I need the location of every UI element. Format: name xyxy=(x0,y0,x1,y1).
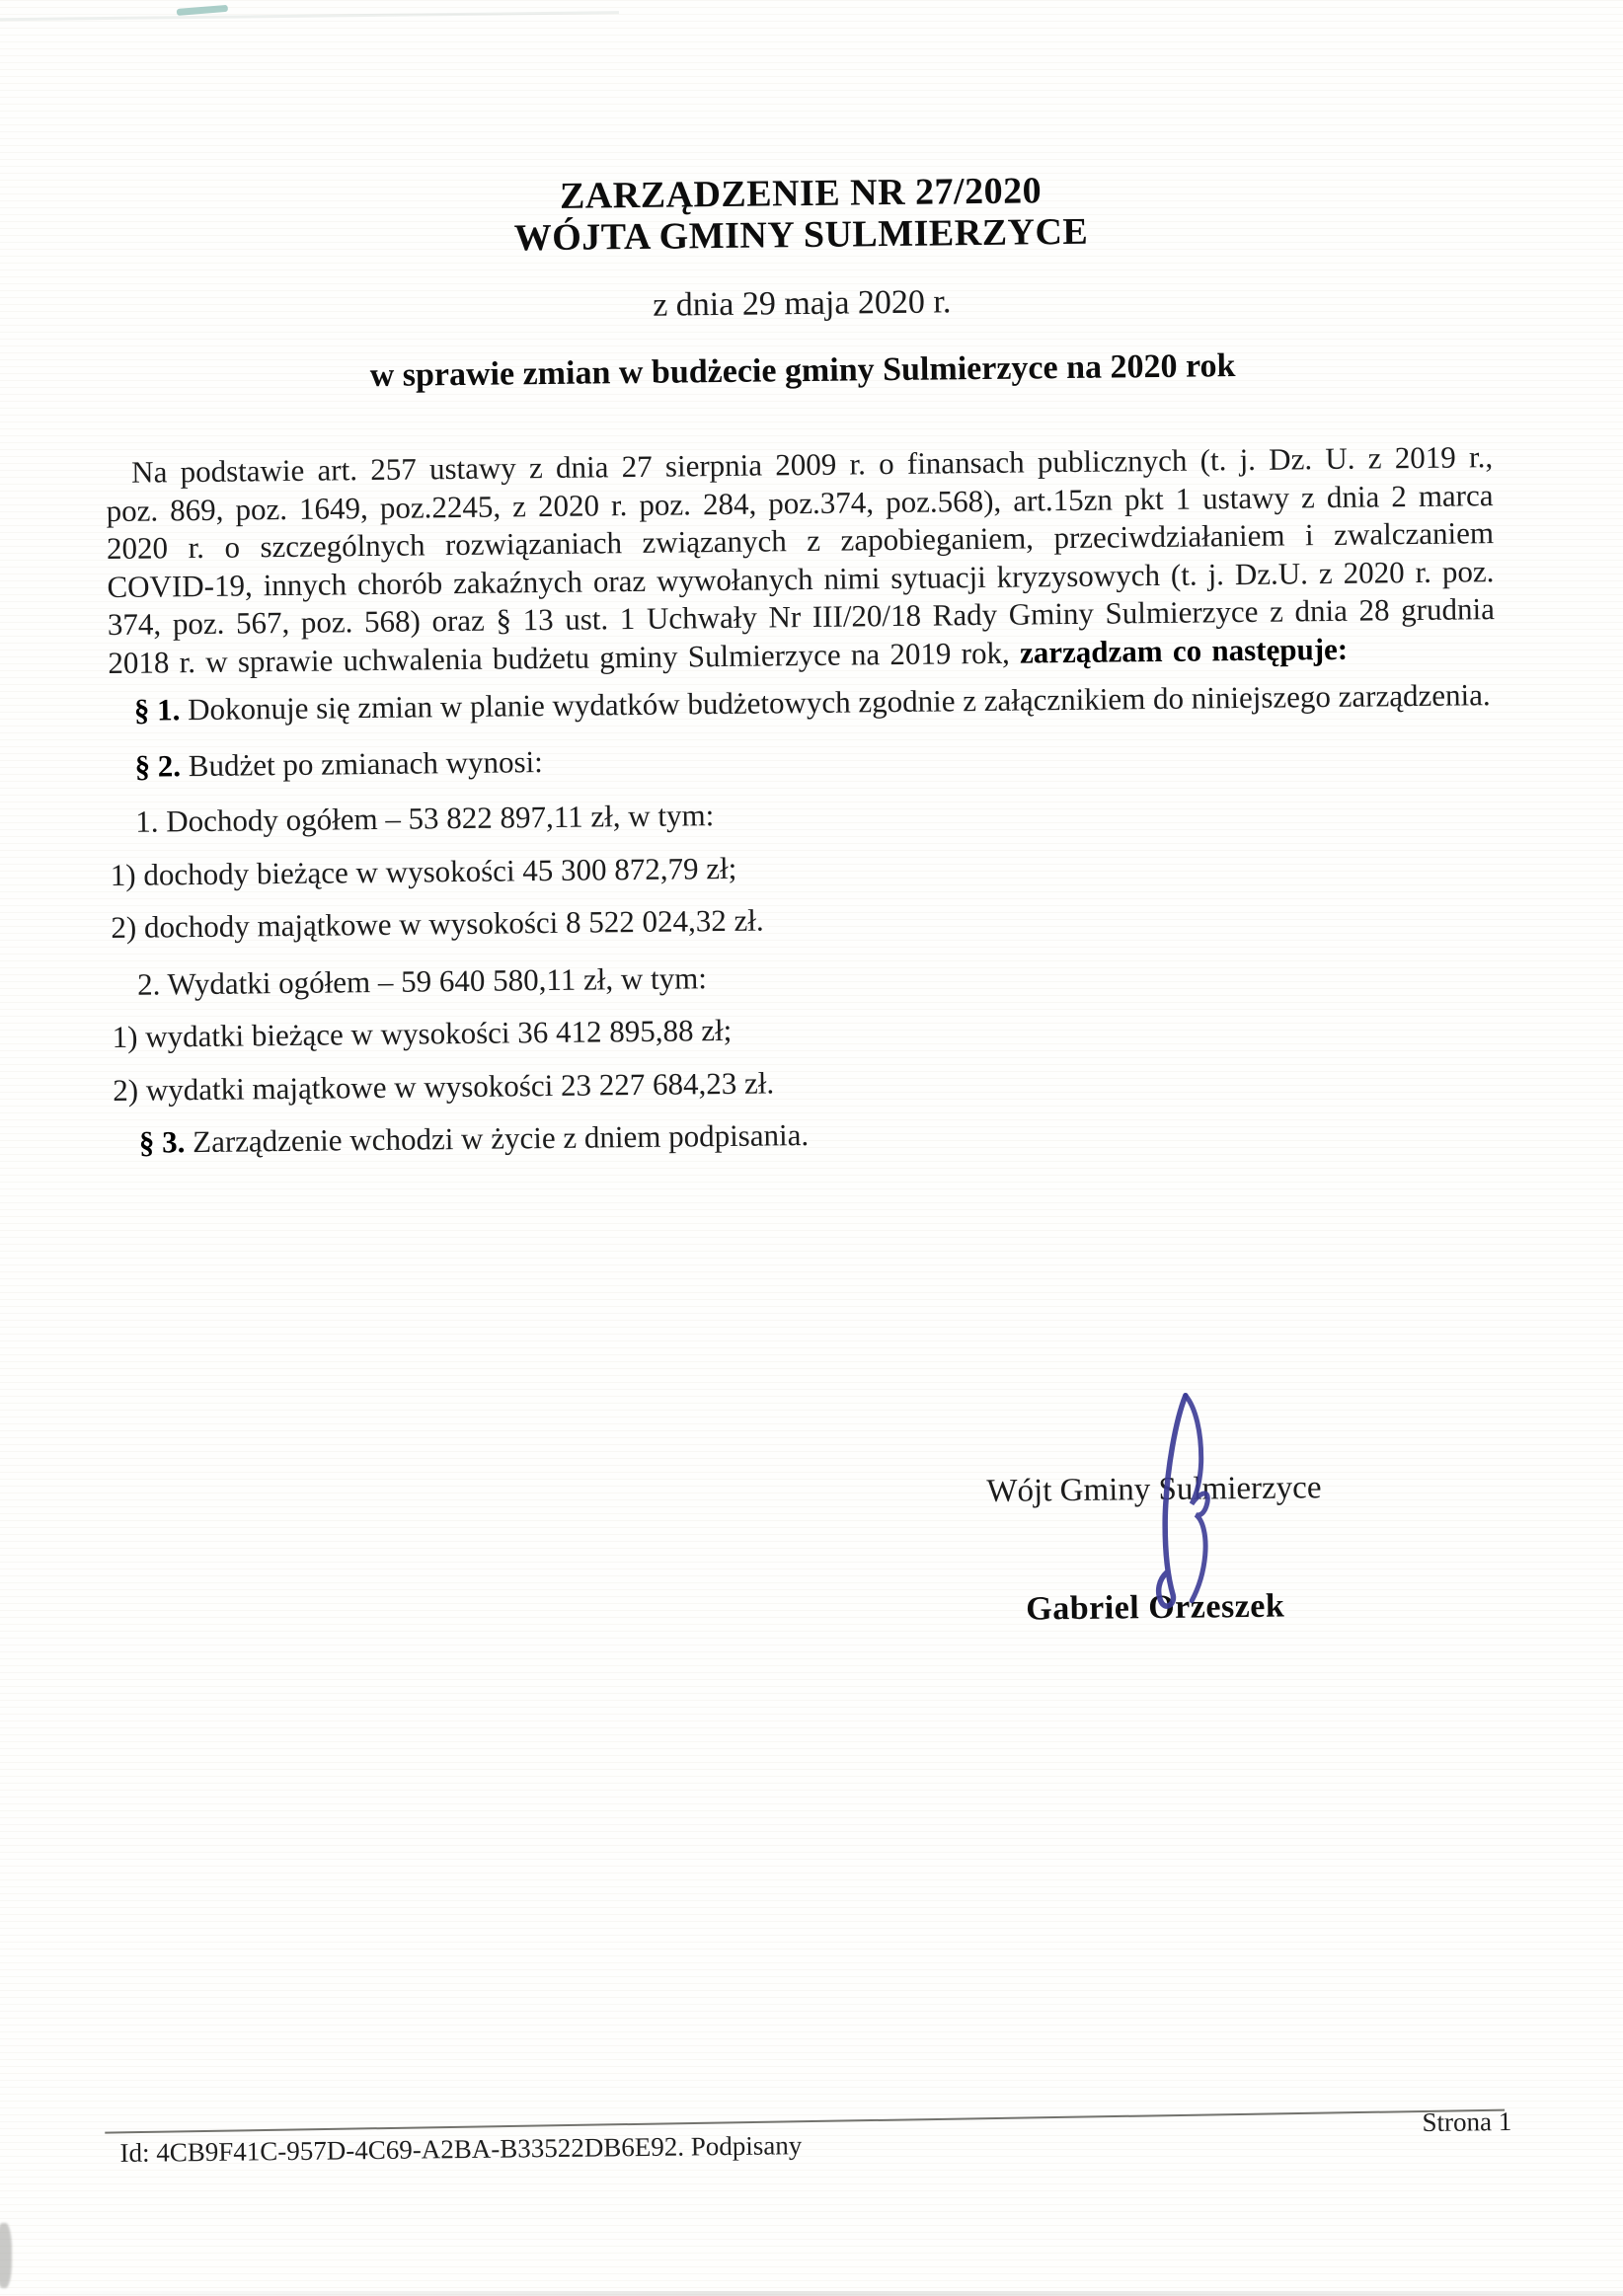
scan-smudge-artifact xyxy=(0,2223,12,2288)
legal-basis-paragraph xyxy=(106,438,1496,682)
footer-page-number: Strona 1 xyxy=(1422,2106,1512,2138)
legal-basis-bold-text: zarządzam co następuje: xyxy=(1009,631,1349,670)
budget-item-text: dochody bieżące w wysokości 45 300 872,79 zł; xyxy=(143,850,737,892)
budget-item xyxy=(111,893,1498,947)
budget-item-label: 1) xyxy=(110,857,136,892)
budget-item-text: wydatki bieżące w wysokości 36 412 895,88 zł; xyxy=(145,1012,733,1054)
section-3-text: Zarządzenie wchodzi w życie z dniem podpisania. xyxy=(192,1117,810,1160)
signer-name: Gabriel Orzeszek xyxy=(1026,1587,1285,1628)
budget-item xyxy=(111,841,1498,894)
footer-divider xyxy=(105,2109,1505,2134)
legal-basis-text: Na podstawie art. 257 ustawy z dnia 27 sierpnia 2009 r. o finansach publicznych (t. j. Dz. U. z 2019 r., poz. 869, poz. 1649, poz.2245, z 2020 r. poz. 284, poz.374, poz.568), art.15zn pkt 1 ustawy z dnia 2 marca 2020 r. o szczególnych rozwiązaniach związanych z zapobieganiem, przeciwdziałaniem i zwalczaniem COVID-19, innych chorób zakaźnych oraz wywołanych nimi sytuacji kryzysowych (t. j. Dz.U. z 2020 r. poz. 374, poz. 567, poz. 568) oraz § 13 ust. 1 Uchwały Nr III/20/18 Rady Gminy Sulmierzyce z dnia 28 grudnia 2018 r. w sprawie uchwalenia budżetu gminy Sulmierzyce na 2019 rok, xyxy=(106,439,1496,680)
budget-item xyxy=(112,1003,1499,1056)
document-subject: w sprawie zmian w budżecie gminy Sulmierzyce na 2020 rok xyxy=(369,347,1236,395)
document-title-line1: ZARZĄDZENIE NR 27/2020 xyxy=(559,170,1043,217)
signer-role: Wójt Gminy Sulmierzyce xyxy=(986,1470,1322,1510)
budget-item-text: Dochody ogółem – 53 822 897,11 zł, w tym: xyxy=(166,798,715,839)
budget-items-list xyxy=(110,788,1500,1110)
document-body xyxy=(106,438,1501,1162)
section-2 xyxy=(109,732,1496,786)
footer-document-id: Id: 4CB9F41C-957D-4C69-A2BA-B33522DB6E92. Podpisany xyxy=(119,2130,803,2169)
budget-item xyxy=(110,788,1497,841)
signature-block xyxy=(957,1470,1353,1630)
scan-mark-artifact xyxy=(177,5,228,16)
section-1-marker: § 1. xyxy=(133,692,181,727)
budget-item-label: 2) xyxy=(111,909,137,946)
budget-item-label: 1) xyxy=(112,1019,138,1055)
scan-streak-artifact xyxy=(0,11,619,21)
budget-item-label: 2. xyxy=(136,965,161,1002)
budget-item-text: wydatki majątkowe w wysokości 23 227 684,23 zł. xyxy=(145,1064,775,1108)
section-3-marker: § 3. xyxy=(138,1124,186,1160)
document-date: z dnia 29 maja 2020 r. xyxy=(653,283,952,324)
budget-item-label: 2) xyxy=(113,1072,139,1108)
section-1 xyxy=(109,676,1496,729)
section-2-text: Budżet po zmianach wynosi: xyxy=(188,743,543,783)
budget-item-text: dochody majątkowe w wysokości 8 522 024,32 zł. xyxy=(143,902,764,945)
section-1-text: Dokonuje się zmian w planie wydatków budżetowych zgodnie z załącznikiem do niniejszego zarządzenia. xyxy=(187,677,1491,727)
document-header xyxy=(0,164,1614,400)
budget-item-text: Wydatki ogółem – 59 640 580,11 zł, w tym: xyxy=(167,959,708,1001)
document-title-line2: WÓJTA GMINY SULMIERZYCE xyxy=(513,210,1089,260)
budget-item xyxy=(113,1056,1500,1110)
budget-item xyxy=(112,951,1499,1004)
scan-edge-artifact xyxy=(0,2291,1623,2296)
section-3 xyxy=(114,1109,1501,1162)
budget-item-label: 1. xyxy=(135,804,159,839)
section-2-marker: § 2. xyxy=(134,747,182,784)
